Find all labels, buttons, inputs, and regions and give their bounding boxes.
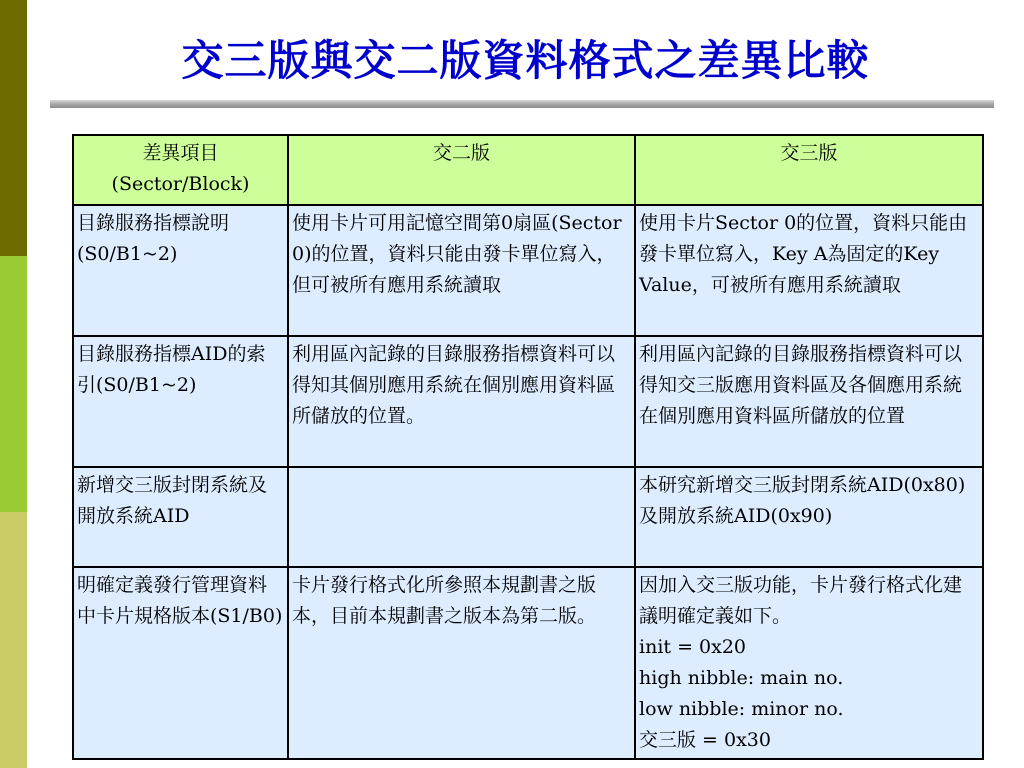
slide-title: 交三版與交二版資料格式之差異比較 bbox=[181, 36, 870, 85]
side-bar-bottom bbox=[0, 512, 27, 768]
cell-v2: 使用卡片可用記憶空間第0扇區(Sector 0)的位置，資料只能由發卡單位寫入，但可被所有應用系統讀取 bbox=[288, 205, 635, 336]
header-item-line1: 差異項目 bbox=[142, 142, 219, 164]
header-row bbox=[73, 135, 983, 205]
side-bar-middle bbox=[0, 256, 27, 512]
cell-item: 明確定義發行管理資料中卡片規格版本(S1/B0) bbox=[73, 567, 288, 759]
side-bar-top bbox=[0, 0, 27, 256]
title-divider bbox=[50, 100, 994, 108]
cell-v3-line: init = 0x20 bbox=[639, 636, 747, 658]
cell-v2: 卡片發行格式化所參照本規劃書之版本，目前本規劃書之版本為第二版。 bbox=[288, 567, 635, 759]
comparison-table bbox=[72, 134, 984, 760]
table-row bbox=[73, 567, 983, 759]
table-row bbox=[73, 336, 983, 467]
cell-item: 目錄服務指標說明(S0/B1~2) bbox=[73, 205, 288, 336]
cell-v3: 使用卡片Sector 0的位置，資料只能由發卡單位寫入，Key A為固定的Key Value，可被所有應用系統讀取 bbox=[635, 205, 983, 336]
cell-v3 bbox=[635, 567, 983, 759]
cell-v3-line: low nibble: minor no. bbox=[639, 698, 844, 720]
cell-v3-intro: 因加入交三版功能，卡片發行格式化建議明確定義如下。 bbox=[639, 574, 963, 627]
table-row bbox=[73, 467, 983, 567]
table-row bbox=[73, 205, 983, 336]
cell-v2 bbox=[288, 467, 635, 567]
cell-v3: 利用區內記錄的目錄服務指標資料可以得知交三版應用資料區及各個應用系統在個別應用資料區所儲放的位置 bbox=[635, 336, 983, 467]
cell-item: 新增交三版封閉系統及開放系統AID bbox=[73, 467, 288, 567]
cell-v2: 利用區內記錄的目錄服務指標資料可以得知其個別應用系統在個別應用資料區所儲放的位置。 bbox=[288, 336, 635, 467]
header-v2: 交二版 bbox=[288, 135, 635, 205]
cell-v3-line: high nibble: main no. bbox=[639, 667, 844, 689]
header-item-line2: (Sector/Block) bbox=[111, 173, 250, 195]
header-v3: 交三版 bbox=[635, 135, 983, 205]
header-item bbox=[73, 135, 288, 205]
cell-v3: 本研究新增交三版封閉系統AID(0x80)及開放系統AID(0x90) bbox=[635, 467, 983, 567]
cell-v3-line: 交三版 = 0x30 bbox=[639, 729, 771, 751]
cell-item: 目錄服務指標AID的索引(S0/B1~2) bbox=[73, 336, 288, 467]
